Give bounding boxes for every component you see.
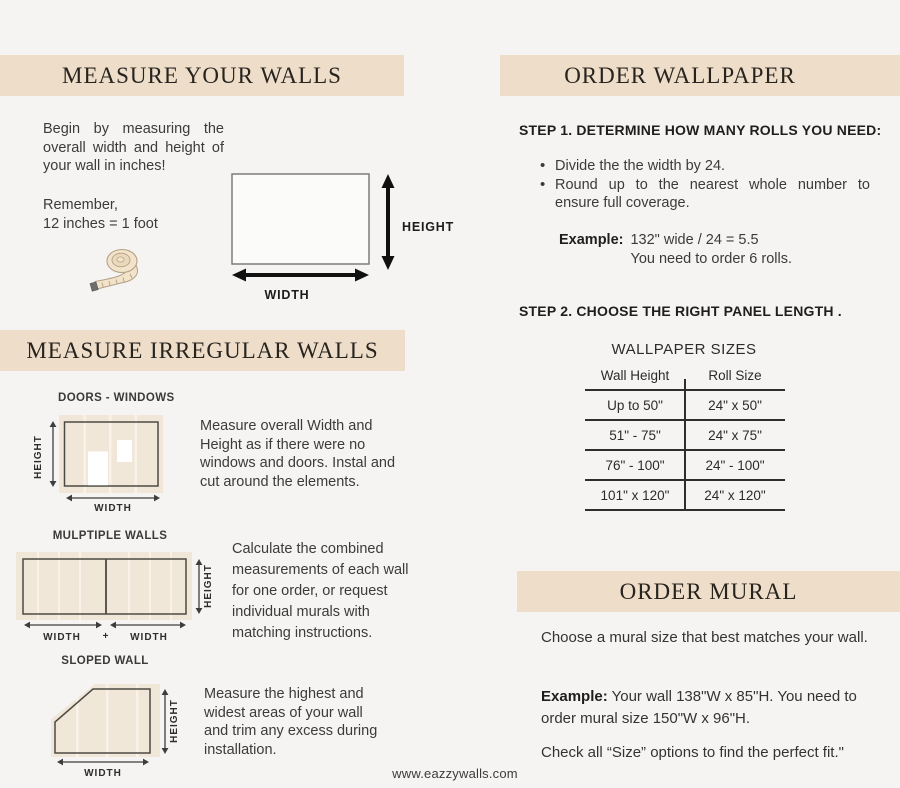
window-shape bbox=[117, 440, 132, 462]
roll-size-cell: 24" - 100" bbox=[705, 457, 765, 473]
roll-size-cell: 24" x 120" bbox=[704, 487, 766, 503]
example-line1: 132" wide / 24 = 5.5 bbox=[630, 232, 759, 248]
wall-rectangle bbox=[232, 174, 369, 264]
order-mural-header-band bbox=[517, 571, 900, 612]
remember-line2: 12 inches = 1 foot bbox=[43, 216, 158, 232]
sloped-wall-label: SLOPED WALL bbox=[61, 655, 149, 667]
bullet-text: Divide the the width by 24. bbox=[555, 158, 726, 174]
multiple-walls-label: MULPTIPLE WALLS bbox=[52, 530, 168, 542]
wall-height-cell: 51" - 75" bbox=[609, 427, 661, 443]
wall-diagram bbox=[225, 165, 455, 305]
website-link: www.eazzywalls.com bbox=[392, 766, 518, 781]
doors-windows-text: Measure overall Width and Height as if there were no windows and doors. Instal and cut around the elements. bbox=[200, 418, 396, 490]
width-label: WIDTH bbox=[84, 768, 122, 779]
measure-walls-header-band bbox=[0, 55, 404, 96]
width-label: WIDTH bbox=[94, 503, 132, 514]
column-header: Wall Height bbox=[600, 368, 670, 383]
roll-size-cell: 24" x 50" bbox=[708, 397, 762, 413]
wall-height-cell: 101" x 120" bbox=[600, 487, 670, 503]
table-column-divider bbox=[684, 379, 686, 510]
multiple-walls-text: Calculate the combined measurements of each wall for one order, or request individual murals with matching instructions. bbox=[232, 541, 409, 641]
measure-intro-text: Begin by measuring the overall width and height of your wall in inches! bbox=[43, 121, 224, 174]
order-wallpaper-header-band bbox=[500, 55, 900, 96]
irregular-walls-title: MEASURE IRREGULAR WALLS bbox=[26, 337, 379, 363]
wallpaper-sizes-title: WALLPAPER SIZES bbox=[611, 341, 757, 358]
order-mural-title: ORDER MURAL bbox=[619, 578, 798, 604]
bullet-icon bbox=[540, 157, 555, 176]
width2-label: WIDTH bbox=[130, 632, 168, 643]
doors-windows-diagram bbox=[30, 408, 205, 520]
roll-size-cell: 24" x 75" bbox=[708, 427, 762, 443]
width-arrow-left bbox=[24, 622, 102, 629]
height-label: HEIGHT bbox=[402, 220, 455, 234]
wall-height-cell: Up to 50" bbox=[607, 397, 663, 413]
width-label: WIDTH bbox=[43, 632, 81, 643]
multiple-walls-diagram bbox=[10, 545, 230, 645]
height-arrow bbox=[50, 421, 57, 487]
plus-sign: + bbox=[102, 631, 110, 642]
tape-measure-icon bbox=[84, 245, 148, 293]
doors-windows-label: DOORS - WINDOWS bbox=[58, 392, 175, 404]
example-label: Example: bbox=[559, 232, 624, 248]
step2-heading: STEP 2. CHOOSE THE RIGHT PANEL LENGTH . bbox=[519, 303, 842, 319]
width-arrow bbox=[66, 495, 160, 502]
order-wallpaper-title: ORDER WALLPAPER bbox=[564, 62, 796, 88]
mural-intro-text: Choose a mural size that best matches your wall. bbox=[541, 629, 868, 646]
height-label: HEIGHT bbox=[169, 699, 180, 743]
height-label: HEIGHT bbox=[203, 564, 214, 608]
height-arrow bbox=[382, 174, 395, 270]
rolls-example bbox=[559, 231, 792, 269]
wallpaper-sizes-table bbox=[585, 368, 785, 511]
measure-walls-title: MEASURE YOUR WALLS bbox=[62, 62, 342, 88]
height-arrow bbox=[162, 689, 169, 754]
list-item bbox=[540, 157, 870, 176]
mural-example bbox=[541, 686, 893, 730]
door-shape bbox=[88, 452, 108, 486]
example-line2: You need to order 6 rolls. bbox=[630, 251, 792, 267]
example-label: Example: bbox=[541, 688, 608, 705]
width-arrow bbox=[232, 269, 369, 282]
mural-example-text: Your wall 138"W x 85"H. You need to order mural size 150"W x 96"H. bbox=[541, 688, 857, 727]
wall-height-cell: 76" - 100" bbox=[605, 457, 665, 473]
remember-note bbox=[43, 196, 158, 234]
list-item bbox=[540, 176, 870, 213]
column-header: Roll Size bbox=[708, 368, 762, 383]
step1-heading: STEP 1. DETERMINE HOW MANY ROLLS YOU NEED: bbox=[519, 122, 882, 138]
width-arrow bbox=[57, 759, 149, 766]
irregular-walls-header-band bbox=[0, 330, 405, 371]
rolls-instructions-list bbox=[540, 157, 870, 213]
sloped-wall-text: Measure the highest and widest areas of your wall and trim any excess during installation. bbox=[204, 686, 378, 758]
remember-line1: Remember, bbox=[43, 197, 118, 213]
bullet-text: Round up to the nearest whole number to ensure full coverage. bbox=[555, 176, 870, 211]
mural-size-note: Check all “Size” options to find the perfect fit." bbox=[541, 744, 844, 761]
height-label: HEIGHT bbox=[33, 435, 44, 479]
sloped-wall-diagram bbox=[35, 678, 195, 783]
width-arrow-right bbox=[110, 622, 186, 629]
bullet-icon bbox=[540, 176, 555, 213]
height-arrow bbox=[196, 559, 203, 614]
width-label: WIDTH bbox=[264, 288, 310, 302]
